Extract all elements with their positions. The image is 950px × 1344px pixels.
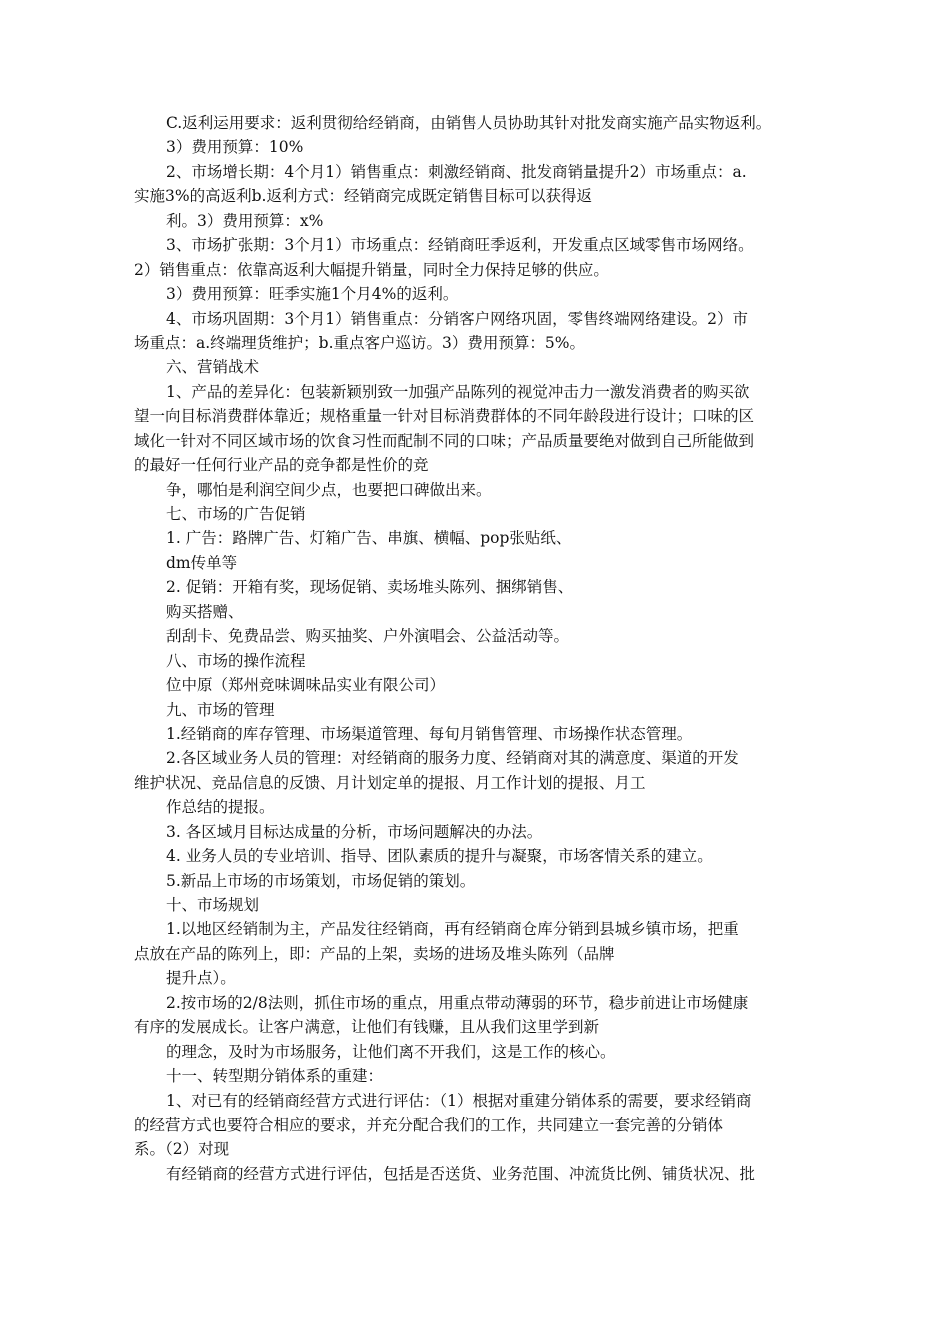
text-line: 1. 广告：路牌广告、灯箱广告、串旗、横幅、pop张贴纸、 (166, 529, 572, 548)
text-line: 场重点：a.终端理货维护；b.重点客户巡访。3）费用预算：5%。 (134, 333, 585, 352)
text-line: 实施3%的高返利b.返利方式：经销商完成既定销售目标可以获得返 (134, 187, 592, 206)
text-line: 2.各区域业务人员的管理：对经销商的服务力度、经销商对其的满意度、渠道的开发 (166, 749, 739, 768)
text-line: 望一向目标消费群体靠近；规格重量一针对目标消费群体的不同年龄段进行设计；口味的区 (134, 407, 755, 426)
text-line: 维护状况、竞品信息的反馈、月计划定单的提报、月工作计划的提报、月工 (134, 773, 646, 792)
text-line: 的经营方式也要符合相应的要求，并充分配合我们的工作，共同建立一套完善的分销体 (134, 1115, 724, 1134)
text-line: 3、市场扩张期：3个月1）市场重点：经销商旺季返利，开发重点区域零售市场网络。 (166, 236, 754, 255)
text-line: 2）销售重点：依靠高返利大幅提升销量，同时全力保持足够的供应。 (134, 260, 609, 279)
text-line: 提升点）。 (166, 969, 236, 988)
text-line: 域化一针对不同区域市场的饮食习性而配制不同的口味；产品质量要绝对做到自己所能做到 (134, 431, 755, 450)
text-line: 系。（2）对现 (134, 1140, 230, 1159)
text-line: 八、市场的操作流程 (166, 651, 306, 670)
text-line: 3）费用预算：旺季实施1个月4%的返利。 (166, 285, 459, 304)
text-line: 2、市场增长期：4个月1）销售重点：刺激经销商、批发商销量提升2）市场重点：a. (166, 162, 747, 181)
text-line: C.返利运用要求：返利贯彻给经销商，由销售人员协助其针对批发商实施产品实物返利。 (166, 114, 772, 132)
text-line: 1.经销商的库存管理、市场渠道管理、每旬月销售管理、市场操作状态管理。 (166, 724, 693, 743)
text-line: 4. 业务人员的专业培训、指导、团队素质的提升与凝聚，市场客情关系的建立。 (166, 847, 713, 866)
text-line: 有经销商的经营方式进行评估，包括是否送货、业务范围、冲流货比例、铺货状况、批 (166, 1164, 756, 1183)
text-line: 的最好一任何行业产品的竞争都是性价的竞 (134, 456, 429, 475)
text-line: 位中原（郑州竞味调味品实业有限公司） (166, 676, 446, 695)
text-line: 十一、转型期分销体系的重建： (166, 1067, 384, 1086)
text-line: 5.新品上市场的市场策划，市场促销的策划。 (166, 871, 476, 890)
text-line: 1、对已有的经销商经营方式进行评估：（1）根据对重建分销体系的需要，要求经销商 (166, 1091, 752, 1110)
document-body (134, 111, 824, 1186)
text-line: 争，哪怕是利润空间少点，也要把口碑做出来。 (166, 480, 492, 499)
text-line: 4、市场巩固期：3个月1）销售重点：分销客户网络巩固，零售终端网络建设。2）市 (166, 309, 748, 328)
text-line: 九、市场的管理 (166, 700, 275, 719)
text-line: 3. 各区域月目标达成量的分析，市场问题解决的办法。 (166, 822, 543, 841)
text-line: 利。3）费用预算：x% (166, 211, 324, 230)
text-line: 2.按市场的2/8法则，抓住市场的重点，用重点带动薄弱的环节，稳步前进让市场健康 (166, 993, 749, 1012)
text-line: 七、市场的广告促销 (166, 505, 306, 523)
text-line: 作总结的提报。 (166, 798, 275, 817)
text-line: 六、营销战术 (166, 358, 260, 377)
text-line: dm传单等 (166, 553, 238, 572)
text-line: 1.以地区经销制为主，产品发往经销商，再有经销商仓库分销到县城乡镇市场，把重 (166, 920, 739, 939)
text-line: 的理念，及时为市场服务，让他们离不开我们，这是工作的核心。 (166, 1042, 616, 1061)
text-line: 十、市场规划 (166, 896, 260, 914)
text-line: 刮刮卡、免费品尝、购买抽奖、户外演唱会、公益活动等。 (166, 627, 570, 646)
text-line: 有序的发展成长。让客户满意，让他们有钱赚，且从我们这里学到新 (134, 1018, 600, 1037)
text-line: 2. 促销：开箱有奖，现场促销、卖场堆头陈列、捆绑销售、 (166, 578, 574, 597)
text-line: 3）费用预算：10% (166, 138, 304, 157)
text-line: 1、产品的差异化：包装新颖别致一加强产品陈列的视觉冲击力一激发消费者的购买欲 (166, 382, 750, 401)
text-line: 购买搭赠、 (166, 602, 244, 621)
text-line: 点放在产品的陈列上，即：产品的上架，卖场的进场及堆头陈列（品牌 (134, 944, 615, 963)
